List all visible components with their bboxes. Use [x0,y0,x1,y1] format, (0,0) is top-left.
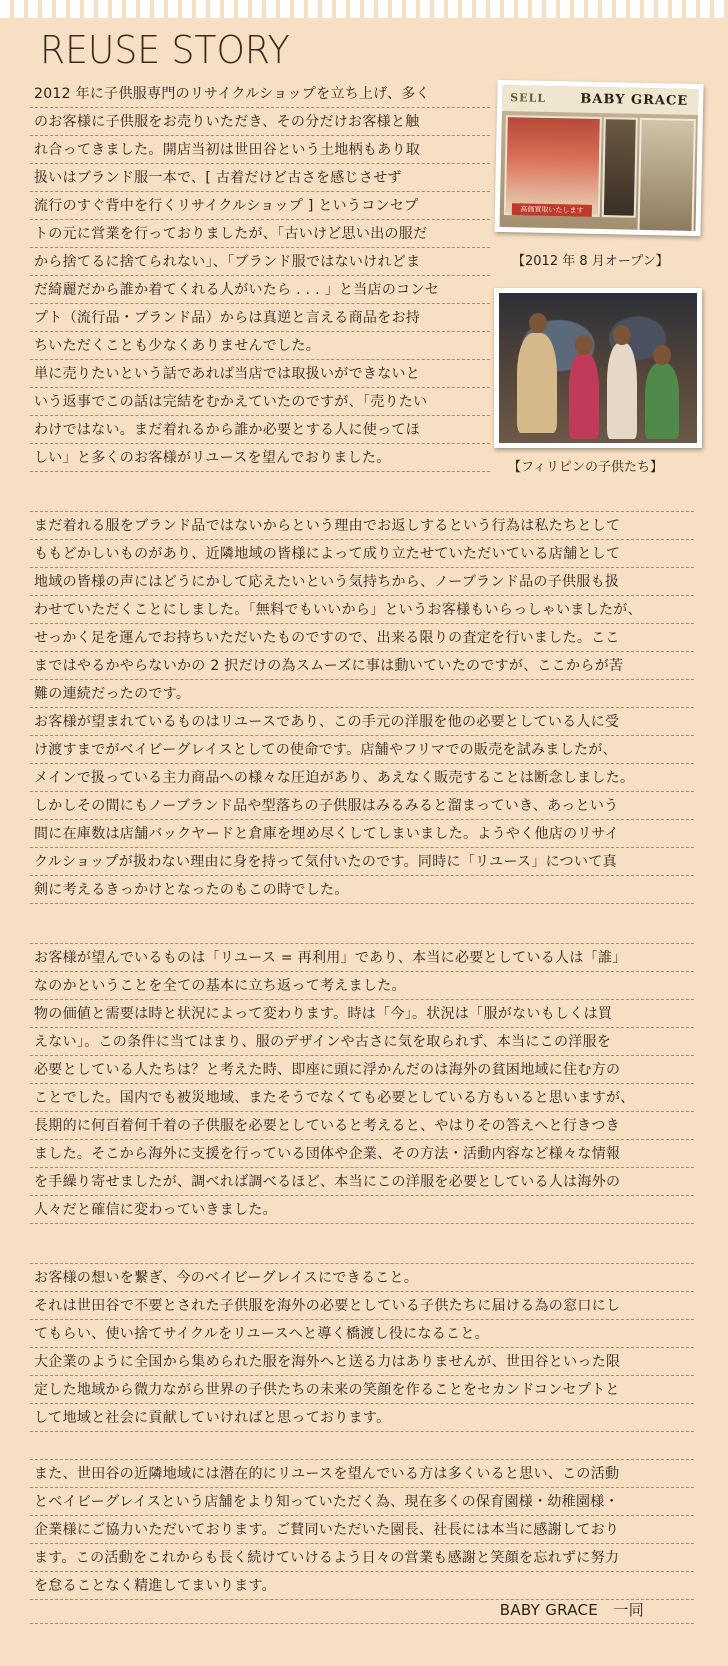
child-head [613,325,631,345]
text-line: クルショップが扱わない理由に身を持って気付いたのです。同時に「リユース」について真 [30,848,694,876]
text-line: 人々だと確信に変わっていきました。 [30,1196,694,1224]
shop-sign-text: BABY GRACE [580,91,689,109]
text-line: のお客様に子供服をお売りいただき、その分だけお客様と触 [30,108,490,136]
text-line: 剣に考えるきっかけとなったのもこの時でした。 [30,876,694,904]
text-line: 単に売りたいという話であれば当店では取扱いができないと [30,360,490,388]
shop-banner: 高価買取いたします [512,203,592,217]
text-line: 間に在庫数は店舗バックヤードと倉庫を埋め尽くしてしまいました。ようやく他店のリサイ [30,820,694,848]
photo-caption-kids: 【フィリピンの子供たち】 [508,460,663,475]
story-block-3 [30,916,694,1224]
signature: BABY GRACE 一同 [30,1596,694,1624]
shop-sign-left: SELL [510,91,547,105]
text-line: ちいただくことも少なくありませんでした。 [30,332,490,360]
text-line [30,484,694,512]
text-line: して地域と社会に貢献していければと思っております。 [30,1404,694,1432]
text-line: 流行のすぐ背中を行くリサイクルショップ ] というコンセプ [30,192,490,220]
text-line [30,916,694,944]
text-line: 難の連続だったのです。 [30,680,694,708]
text-line [30,1432,694,1460]
child-figure [569,353,599,439]
shop-window-dark [602,117,638,218]
child-head [575,335,593,355]
text-line: 必要としている人たちは？と考えた時、即座に頭に浮かんだのは海外の貧困地域に住む方の [30,1056,694,1084]
child-head [653,345,671,365]
text-line: 大企業のように全国から集められた服を海外へと送る力はありませんが、世田谷といった限 [30,1348,694,1376]
text-line: わせていただくことにしました。「無料でもいいから」というお客様もいらっしゃいましたが、 [30,596,694,624]
child-head [529,313,547,333]
text-line: いう返事でこの話は完結をむかえていたのですが、「売りたい [30,388,490,416]
text-line: とベイビーグレイスという店舗をより知っていただく為、現在多くの保育園様・幼稚園様・ [30,1488,694,1516]
text-line: 2012 年に子供服専門のリサイクルショップを立ち上げ、多く [30,80,490,108]
text-line: 長期的に何百着何千着の子供服を必要としていると考えると、やはりその答えへと行きつき [30,1112,694,1140]
kids-photo [494,288,702,448]
story-block-5 [30,1432,694,1600]
text-line: 企業様にご協力いただいております。ご賛同いただいた園長、社長には本当に感謝しており [30,1516,694,1544]
story-block-4 [30,1236,694,1432]
text-line: ました。そこから海外に支援を行っている団体や企業、その方法・活動内容など様々な情報 [30,1140,694,1168]
text-line: ことでした。国内でも被災地域、またそうでなくても必要としている方もいると思いますが、 [30,1084,694,1112]
text-line: プト（流行品・ブランド品）からは真逆と言える商品をお持 [30,304,490,332]
text-line: を怠ることなく精進してまいります。 [30,1572,694,1600]
text-line: それは世田谷で不要とされた子供服を海外の必要としている子供たちに届ける為の窓口にし [30,1292,694,1320]
text-line: から捨てるに捨てられない」、「ブランド服ではないけれどま [30,248,490,276]
notebook-rings [0,0,728,18]
text-line: なのかということを全ての基本に立ち返って考えました。 [30,972,694,1000]
story-block-2 [30,484,694,904]
text-line: ます。この活動をこれからも長く続けていけるよう日々の営業も感謝と笑顔を忘れずに努力 [30,1544,694,1572]
text-line: お客様が望まれているものはリユースであり、この手元の洋服を他の必要としている人に受 [30,708,694,736]
text-line: しかしその間にもノーブランド品や型落ちの子供服はみるみると溜まっていき、あっという [30,792,694,820]
text-line: しい」と多くのお客様がリユースを望んでおりました。 [30,444,490,472]
text-line: だ綺麗だから誰か着てくれる人がいたら . . . 」と当店のコンセ [30,276,490,304]
text-line: わけではない。まだ着れるから誰か必要とする人に使ってほ [30,416,490,444]
story-block-1 [30,80,490,472]
text-line: 物の価値と需要は時と状況によって変わります。時は「今」。状況は「服がないもしくは買 [30,1000,694,1028]
text-line: 定した地域から微力ながら世界の子供たちの未来の笑顔を作ることをセカンドコンセプトと [30,1376,694,1404]
page-title: REUSE STORY [40,28,290,72]
photo-caption-shop: 【2012 年 8 月オープン】 [512,254,669,269]
shop-photo [494,80,703,236]
text-line: れ合ってきました。開店当初は世田谷という土地柄もあり取 [30,136,490,164]
text-line: を手繰り寄せましたが、調べれば調べるほど、本当にこの洋服を必要としている人は海外の [30,1168,694,1196]
text-line: け渡すまでがベイビーグレイスとしての使命です。店舗やフリマでの販売を試みましたが、 [30,736,694,764]
child-figure [607,343,637,439]
text-line: てもらい、使い捨てサイクルをリユースへと導く橋渡し役になること。 [30,1320,694,1348]
shop-door [637,118,695,231]
text-line: お客様が望んでいるものは「リユース = 再利用」であり、本当に必要としている人は「誰」 [30,944,694,972]
text-line: 地域の皆様の声にはどうにかして応えたいという気持ちから、ノーブランド品の子供服も扱 [30,568,694,596]
child-figure [645,363,679,439]
text-line: せっかく足を運んでお持ちいただいたものですので、出来る限りの査定を行いました。ここ [30,624,694,652]
text-line: ももどかしいものがあり、近隣地域の皆様によって成り立たせていただいている店舗として [30,540,694,568]
shop-sign [502,85,699,115]
shop-window [504,115,602,217]
philippine-children-image [499,293,697,443]
text-line: えない」。この条件に当てはまり、服のデザインや古さに気を取られず、本当にこの洋服を [30,1028,694,1056]
text-line: また、世田谷の近隣地域には潜在的にリユースを望んでいる方は多くいると思い、この活動 [30,1460,694,1488]
text-line [30,1236,694,1264]
signature-block [30,1596,694,1624]
text-line: お客様の想いを繋ぎ、今のベイビーグレイスにできること。 [30,1264,694,1292]
text-line: まではやるかやらないかの 2 択だけの為スムーズに事は動いていたのですが、ここからが苦 [30,652,694,680]
text-line: まだ着れる服をブランド品ではないからという理由でお返しするという行為は私たちとして [30,512,694,540]
shop-storefront-image [500,85,699,231]
text-line: メインで扱っている主力商品への様々な圧迫があり、あえなく販売することは断念しました。 [30,764,694,792]
text-line: 扱いはブランド服一本で、[ 古着だけど古さを感じさせず [30,164,490,192]
text-line: トの元に営業を行っておりましたが、「古いけど思い出の服だ [30,220,490,248]
child-figure [517,333,557,433]
